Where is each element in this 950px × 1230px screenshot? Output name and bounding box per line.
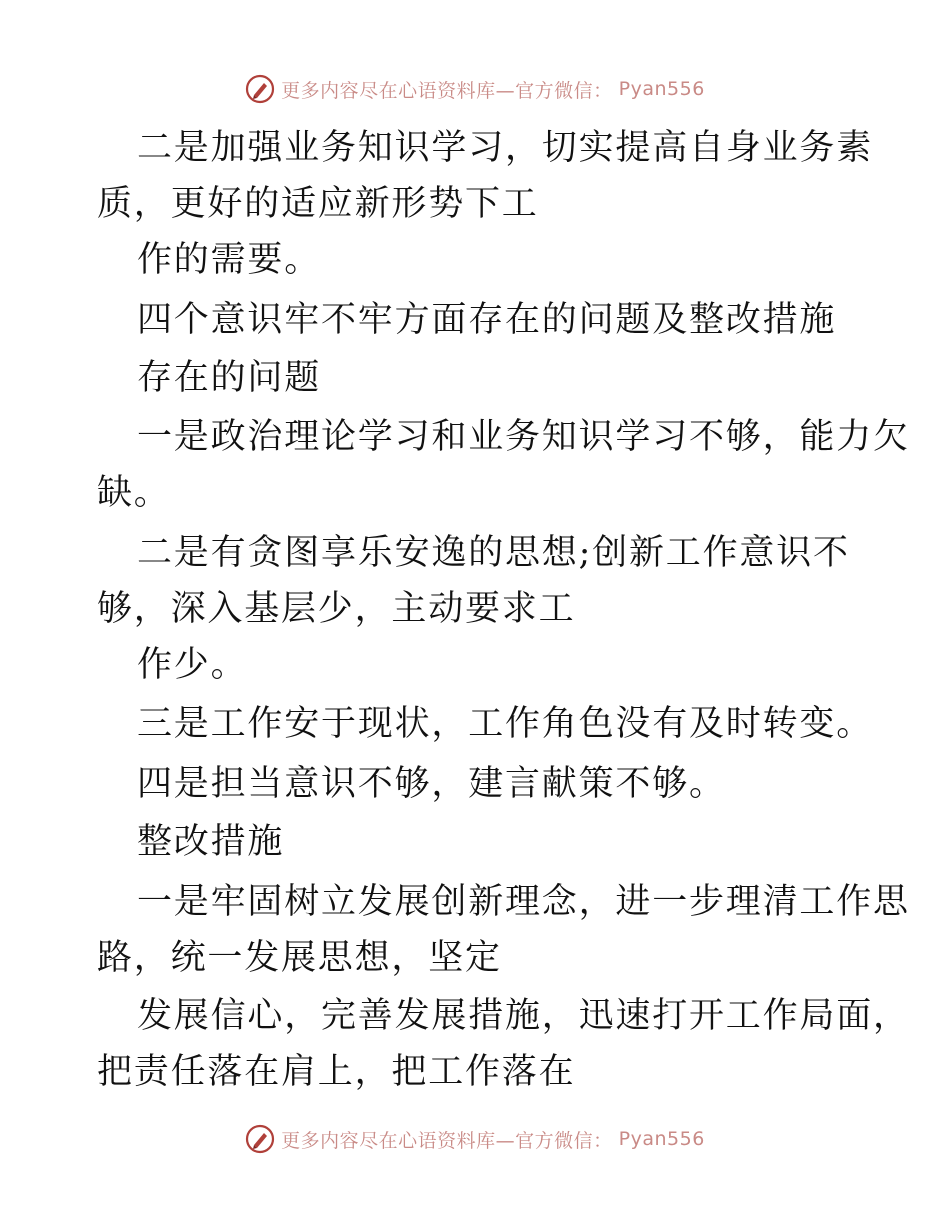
pen-logo-icon xyxy=(245,74,275,104)
paragraph-line: 把责任落在肩上，把工作落在 xyxy=(97,1052,576,1092)
paragraph-line: 二是加强业务知识学习，切实提高自身业务素 xyxy=(137,128,874,168)
watermark-wechat-id: Pyan556 xyxy=(618,78,705,100)
paragraph-line: 够，深入基层少，主动要求工 xyxy=(97,589,576,629)
subsection-heading: 整改措施 xyxy=(137,822,285,862)
paragraph-line: 三是工作安于现状，工作角色没有及时转变。 xyxy=(137,704,874,744)
paragraph-line: 一是牢固树立发展创新理念，进一步理清工作思 xyxy=(137,882,910,922)
subsection-heading: 存在的问题 xyxy=(137,358,322,398)
footer-watermark xyxy=(0,1124,950,1154)
paragraph-line: 四是担当意识不够，建言献策不够。 xyxy=(137,764,726,804)
watermark-text: 更多内容尽在心语资料库—官方微信： xyxy=(281,1129,613,1152)
watermark-text: 更多内容尽在心语资料库—官方微信： xyxy=(281,79,613,102)
paragraph-line: 二是有贪图享乐安逸的思想;创新工作意识不 xyxy=(137,533,850,573)
section-heading: 四个意识牢不牢方面存在的问题及整改措施 xyxy=(137,300,837,340)
header-watermark xyxy=(0,74,950,104)
paragraph-line: 发展信心，完善发展措施，迅速打开工作局面， xyxy=(137,996,910,1036)
pen-logo-icon xyxy=(245,1124,275,1154)
paragraph-line: 路，统一发展思想，坚定 xyxy=(97,938,502,978)
paragraph-line: 缺。 xyxy=(97,473,171,513)
paragraph-line: 质，更好的适应新形势下工 xyxy=(97,184,539,224)
paragraph-line: 作少。 xyxy=(137,645,248,685)
paragraph-line: 一是政治理论学习和业务知识学习不够，能力欠 xyxy=(137,417,910,457)
paragraph-line: 作的需要。 xyxy=(137,240,322,280)
watermark-wechat-id: Pyan556 xyxy=(618,1128,705,1150)
